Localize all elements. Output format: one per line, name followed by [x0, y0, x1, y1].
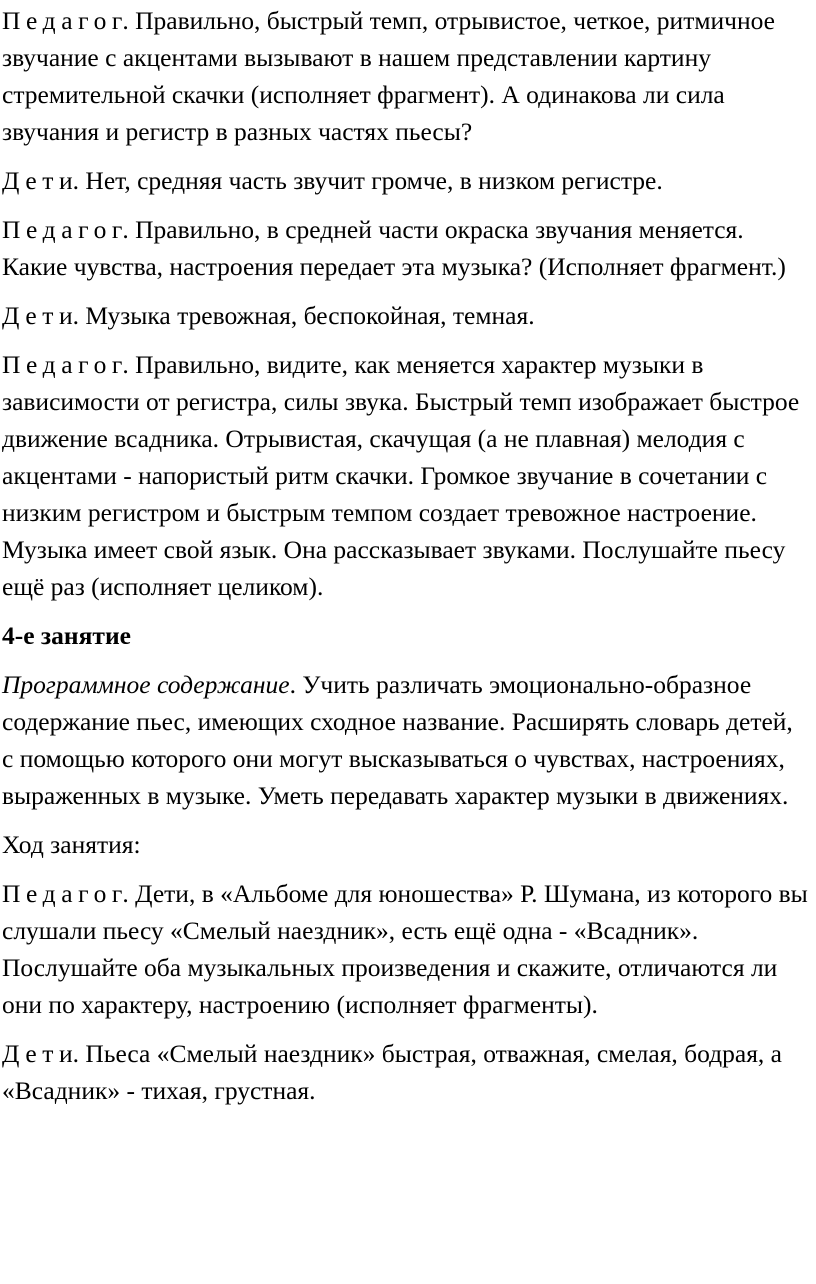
paragraph-text: . Правильно, быстрый темп, отрывистое, четкое, ритмичное звучание с акцентами вызывают в нашем представлении картину стремительной скачки (исполняет фрагмент). А одинакова ли сила звучания и регистр в разных частях пьесы?	[2, 6, 775, 146]
paragraph-text: . Правильно, видите, как меняется характер музыки в зависимости от регистра, силы звука. Быстрый темп изображает быстрое движение всадника. Отрывистая, скачущая (а не плавная) мелодия с акцентами - напористый ритм скачки. Громкое звучание в сочетании с низким регистром и быстрым темпом создает тревожное настроение. Музыка имеет свой язык. Она рассказывает звуками. Послушайте пьесу ещё раз (исполняет целиком).	[2, 350, 800, 601]
lesson-progress-label: Ход занятия:	[2, 830, 141, 859]
paragraph-teacher-4	[2, 875, 810, 1023]
speaker-label: Педагог	[2, 879, 128, 908]
paragraph-text: . Пьеса «Смелый наездник» быстрая, отважная, смелая, бодрая, а «Всадник» - тихая, грустная.	[2, 1039, 782, 1105]
paragraph-text: . Правильно, в средней части окраска звучания меняется. Какие чувства, настроения передает эта музыка? (Исполняет фрагмент.)	[2, 215, 786, 281]
paragraph-children-3	[2, 1035, 810, 1109]
paragraph-text: . Музыка тревожная, беспокойная, темная.	[72, 301, 535, 330]
paragraph-teacher-3	[2, 346, 810, 605]
program-text: . Учить различать эмоционально-образное содержание пьес, имеющих сходное название. Расширять словарь детей, с помощью которого они могут высказываться о чувствах, настроениях, выраженных в музыке. Уметь передавать характер музыки в движениях.	[2, 670, 793, 810]
speaker-label: Дети	[2, 1039, 79, 1068]
paragraph-children-1	[2, 162, 810, 199]
paragraph-teacher-1	[2, 2, 810, 150]
program-content-paragraph	[2, 666, 810, 814]
speaker-label: Педагог	[2, 215, 128, 244]
speaker-label: Дети	[2, 166, 79, 195]
paragraph-text: . Дети, в «Альбоме для юношества» Р. Шумана, из которого вы слушали пьесу «Смелый наездник», есть ещё одна - «Всадник». Послушайте оба музыкальных произведения и скажите, отличаются ли они по характеру, настроению (исполняет фрагменты).	[2, 879, 808, 1019]
paragraph-children-2	[2, 297, 810, 334]
speaker-label: Дети	[2, 301, 79, 330]
speaker-label: Педагог	[2, 6, 128, 35]
paragraph-text: . Нет, средняя часть звучит громче, в низком регистре.	[72, 166, 663, 195]
paragraph-teacher-2	[2, 211, 810, 285]
program-label: Программное содержание	[2, 670, 290, 699]
speaker-label: Педагог	[2, 350, 128, 379]
lesson-heading: 4-е занятие	[2, 621, 131, 650]
